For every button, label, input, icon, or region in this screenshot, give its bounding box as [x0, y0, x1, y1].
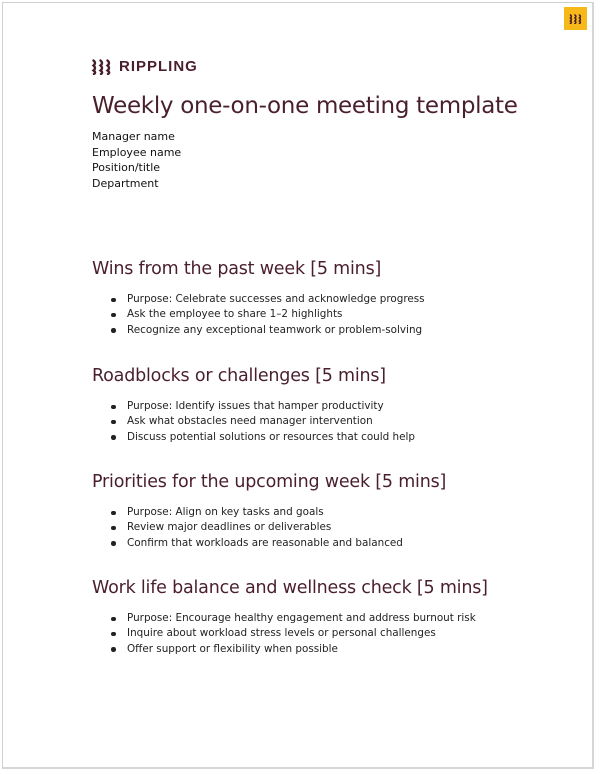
bullet-list: [92, 505, 446, 551]
field-employee-name: Employee name: [92, 145, 182, 159]
bullet-list: [92, 292, 425, 338]
rippling-mark-icon: [569, 14, 583, 24]
section-heading: Roadblocks or challenges [5 mins]: [92, 366, 386, 386]
list-item: Recognize any exceptional teamwork or problem-solving: [92, 323, 425, 338]
list-item: Ask the employee to share 1–2 highlights: [92, 307, 425, 322]
list-item: Review major deadlines or deliverables: [92, 520, 446, 535]
list-item: Offer support or flexibility when possible: [92, 642, 488, 657]
field-position-title: Position/title: [92, 161, 161, 174]
rippling-logo: [91, 58, 198, 75]
list-item: Purpose: Identify issues that hamper productivity: [92, 399, 415, 414]
list-item: Purpose: Encourage healthy engagement and address burnout risk: [92, 611, 488, 626]
bullet-list: [92, 399, 415, 445]
field-department: Department: [92, 176, 159, 190]
section-wins: [92, 259, 425, 338]
section-heading: Work life balance and wellness check [5 mins]: [92, 578, 488, 598]
rippling-badge: [564, 7, 587, 30]
logo-wordmark: RIPPLING: [119, 58, 198, 75]
document-title: Weekly one-on-one meeting template: [92, 93, 518, 119]
info-fields: [92, 129, 181, 191]
section-priorities: [92, 472, 446, 551]
field-manager-name: Manager name: [92, 130, 175, 143]
list-item: Inquire about workload stress levels or personal challenges: [92, 626, 488, 641]
document-page: [2, 2, 594, 769]
section-heading: Wins from the past week [5 mins]: [92, 259, 382, 279]
section-roadblocks: [92, 366, 415, 445]
list-item: Purpose: Celebrate successes and acknowledge progress: [92, 292, 425, 307]
list-item: Purpose: Align on key tasks and goals: [92, 505, 446, 520]
bullet-list: [92, 611, 488, 657]
list-item: Confirm that workloads are reasonable and balanced: [92, 536, 446, 551]
list-item: Discuss potential solutions or resources that could help: [92, 430, 415, 445]
rippling-mark-icon: [91, 59, 113, 75]
section-wellness: [92, 578, 488, 657]
list-item: Ask what obstacles need manager intervention: [92, 414, 415, 429]
section-heading: Priorities for the upcoming week [5 mins]: [92, 472, 447, 492]
